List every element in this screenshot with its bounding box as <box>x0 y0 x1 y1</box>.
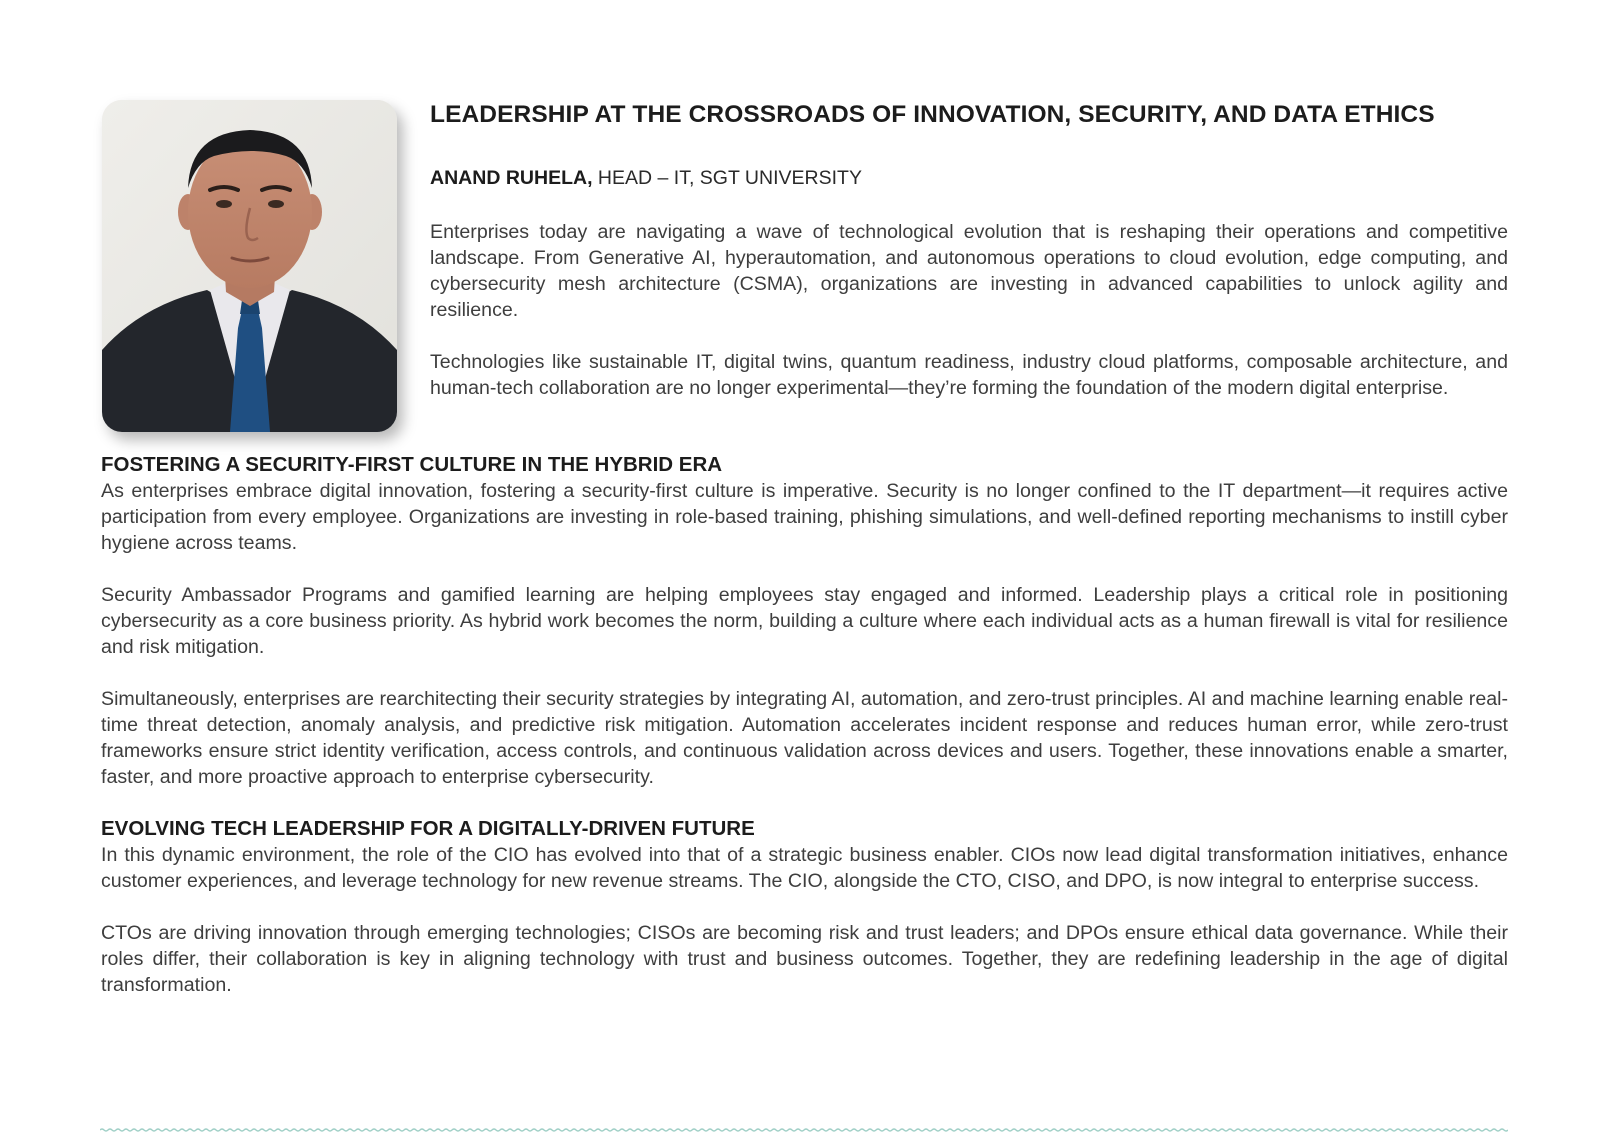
body-paragraph: As enterprises embrace digital innovation, fostering a security-first culture is imperative. Security is no longer confined to the IT department—it requires active participation from every employee. Organizations are investing in role-based training, phishing simulations, and well-defined reporting mechanisms to instill cyber hygiene across teams. <box>101 480 1508 554</box>
author-byline <box>430 167 862 190</box>
intro-paragraph: Technologies like sustainable IT, digital twins, quantum readiness, industry cloud platforms, composable architecture, and human-tech collaboration are no longer experimental—they’re forming the foundation of the modern digital enterprise. <box>430 351 1508 399</box>
wavy-divider <box>100 1127 1508 1133</box>
section-heading-security-culture: FOSTERING A SECURITY-FIRST CULTURE IN THE HYBRID ERA <box>101 453 723 476</box>
section-heading-tech-leadership: EVOLVING TECH LEADERSHIP FOR A DIGITALLY-DRIVEN FUTURE <box>101 817 755 840</box>
body-paragraph: Simultaneously, enterprises are rearchitecting their security strategies by integrating AI, automation, and zero-trust principles. AI and machine learning enable real-time threat detection, anomaly analysis, and predictive risk mitigation. Automation accelerates incident response and reduces human error, while zero-trust frameworks ensure strict identity verification, access controls, and continuous validation across devices and users. Together, these innovations enable a smarter, faster, and more proactive approach to enterprise cybersecurity. <box>101 688 1508 788</box>
author-role: HEAD – IT, SGT UNIVERSITY <box>592 167 862 189</box>
body-paragraph: Security Ambassador Programs and gamified learning are helping employees stay engaged and informed. Leadership plays a critical role in positioning cybersecurity as a core business priority. As hybrid work becomes the norm, building a culture where each individual acts as a human firewall is vital for resilience and risk mitigation. <box>101 584 1508 658</box>
article-body <box>101 452 1508 998</box>
article-title: LEADERSHIP AT THE CROSSROADS OF INNOVATION, SECURITY, AND DATA ETHICS <box>430 101 1435 128</box>
author-portrait <box>102 100 397 432</box>
intro-paragraph: Enterprises today are navigating a wave of technological evolution that is reshaping their operations and competitive landscape. From Generative AI, hyperautomation, and autonomous operations to cloud evolution, edge computing, and cybersecurity mesh architecture (CSMA), organizations are investing in advanced capabilities to unlock agility and resilience. <box>430 221 1508 321</box>
body-paragraph: CTOs are driving innovation through emerging technologies; CISOs are becoming risk and trust leaders; and DPOs ensure ethical data governance. While their roles differ, their collaboration is key in aligning technology with trust and business outcomes. Together, they are redefining leadership in the age of digital transformation. <box>101 922 1508 996</box>
author-portrait-image <box>102 100 397 432</box>
author-name: ANAND RUHELA, <box>430 167 593 189</box>
body-paragraph: In this dynamic environment, the role of the CIO has evolved into that of a strategic business enabler. CIOs now lead digital transformation initiatives, enhance customer experiences, and leverage technology for new revenue streams. The CIO, alongside the CTO, CISO, and DPO, is now integral to enterprise success. <box>101 844 1508 892</box>
intro-text <box>430 219 1508 401</box>
